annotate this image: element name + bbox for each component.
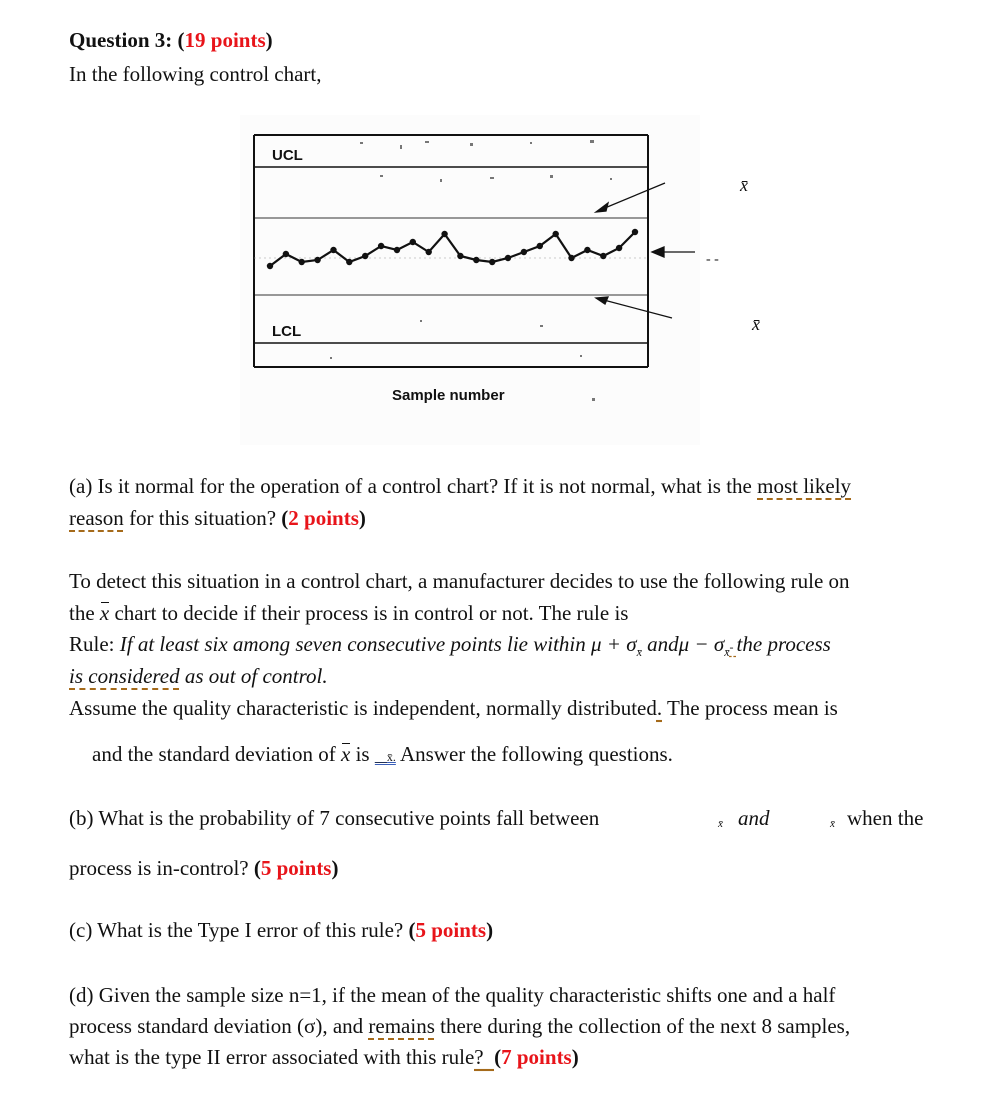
x-bar-symbol: x xyxy=(99,601,110,625)
lcl-label: LCL xyxy=(272,323,302,340)
question-points: 19 points xyxy=(184,28,266,52)
rule-line5: Assume the quality characteristic is independent, normally distributed. The process mean is xyxy=(69,696,838,720)
underlined-most-likely: most likely xyxy=(757,474,852,498)
rule-line4: is considered as out of control. xyxy=(69,664,328,688)
data-point xyxy=(600,253,606,259)
part-a-points: 2 points xyxy=(288,506,359,530)
part-a-line1: (a) Is it normal for the operation of a control chart? If it is not normal, what is the most likely xyxy=(69,474,852,498)
part-d-line1: (d) Given the sample size n=1, if the mean of the quality characteristic shifts one and a half xyxy=(69,983,836,1007)
data-point xyxy=(299,259,305,265)
x-axis-label: Sample number xyxy=(392,387,505,404)
question-title: Question 3: xyxy=(69,28,173,52)
data-point xyxy=(632,229,638,235)
part-a-line2: reason for this situation? (2 points) xyxy=(69,506,366,530)
part-c-points: 5 points xyxy=(415,918,487,942)
data-point xyxy=(410,239,416,245)
data-point xyxy=(553,231,559,237)
part-d-line2: process standard deviation (σ), and remains there during the collection of the next 8 samples, xyxy=(69,1014,851,1038)
arrow-label-lower: x̄ xyxy=(752,314,760,334)
data-point xyxy=(346,259,352,265)
data-point xyxy=(362,253,368,259)
blank-std-dev: __x̄. xyxy=(374,750,396,764)
part-b-when: when the xyxy=(847,806,924,830)
part-c-line: (c) What is the Type I error of this rule? (5 points) xyxy=(69,918,494,942)
data-point xyxy=(441,231,447,237)
rule-line3: Rule: If at least six among seven consecutive points lie within $\mu + \sigma_{x̄}$ $and\mu - \sigma_{x̄}-$ the process xyxy=(69,632,831,660)
control-chart xyxy=(240,115,700,445)
part-b-points: 5 points xyxy=(260,856,332,880)
rule-line1: To detect this situation in a control chart, a manufacturer decides to use the following rule on xyxy=(69,569,850,593)
data-point xyxy=(521,249,527,255)
data-point xyxy=(537,243,543,249)
data-point xyxy=(473,257,479,263)
data-point xyxy=(426,249,432,255)
underlined-is-considered: is considered xyxy=(69,664,180,688)
data-point xyxy=(378,243,384,249)
arrow-label-dots: - - xyxy=(706,252,719,267)
question-intro: In the following control chart, xyxy=(69,62,322,86)
data-point xyxy=(267,263,273,269)
underlined-reason: reason xyxy=(69,506,124,530)
data-point xyxy=(505,255,511,261)
data-point xyxy=(283,251,289,257)
data-point xyxy=(314,257,320,263)
data-point xyxy=(394,247,400,253)
underlined-remains: remains xyxy=(368,1014,435,1038)
arrow-label-upper: x̄ xyxy=(740,175,748,195)
data-point xyxy=(584,247,590,253)
part-b-line1: (b) What is the probability of 7 consecutive points fall between xyxy=(69,806,600,830)
part-d-line3: what is the type II error associated with this rule? (7 points) xyxy=(69,1045,579,1069)
data-point xyxy=(568,255,574,261)
data-point xyxy=(489,259,495,265)
data-point xyxy=(457,253,463,259)
data-point xyxy=(616,245,622,251)
part-b-line2: process is in-control? (5 points) xyxy=(69,856,339,880)
part-d-points: 7 points xyxy=(501,1045,572,1069)
rule-line6: and the standard deviation of x is __x̄. Answer the following questions. xyxy=(92,742,673,766)
question-header: Question 3: (19 points) xyxy=(69,28,273,52)
data-point xyxy=(330,247,336,253)
part-b-and: and xyxy=(738,806,770,830)
rule-line2: the x chart to decide if their process is in control or not. The rule is xyxy=(69,601,629,625)
ucl-label: UCL xyxy=(272,147,303,164)
